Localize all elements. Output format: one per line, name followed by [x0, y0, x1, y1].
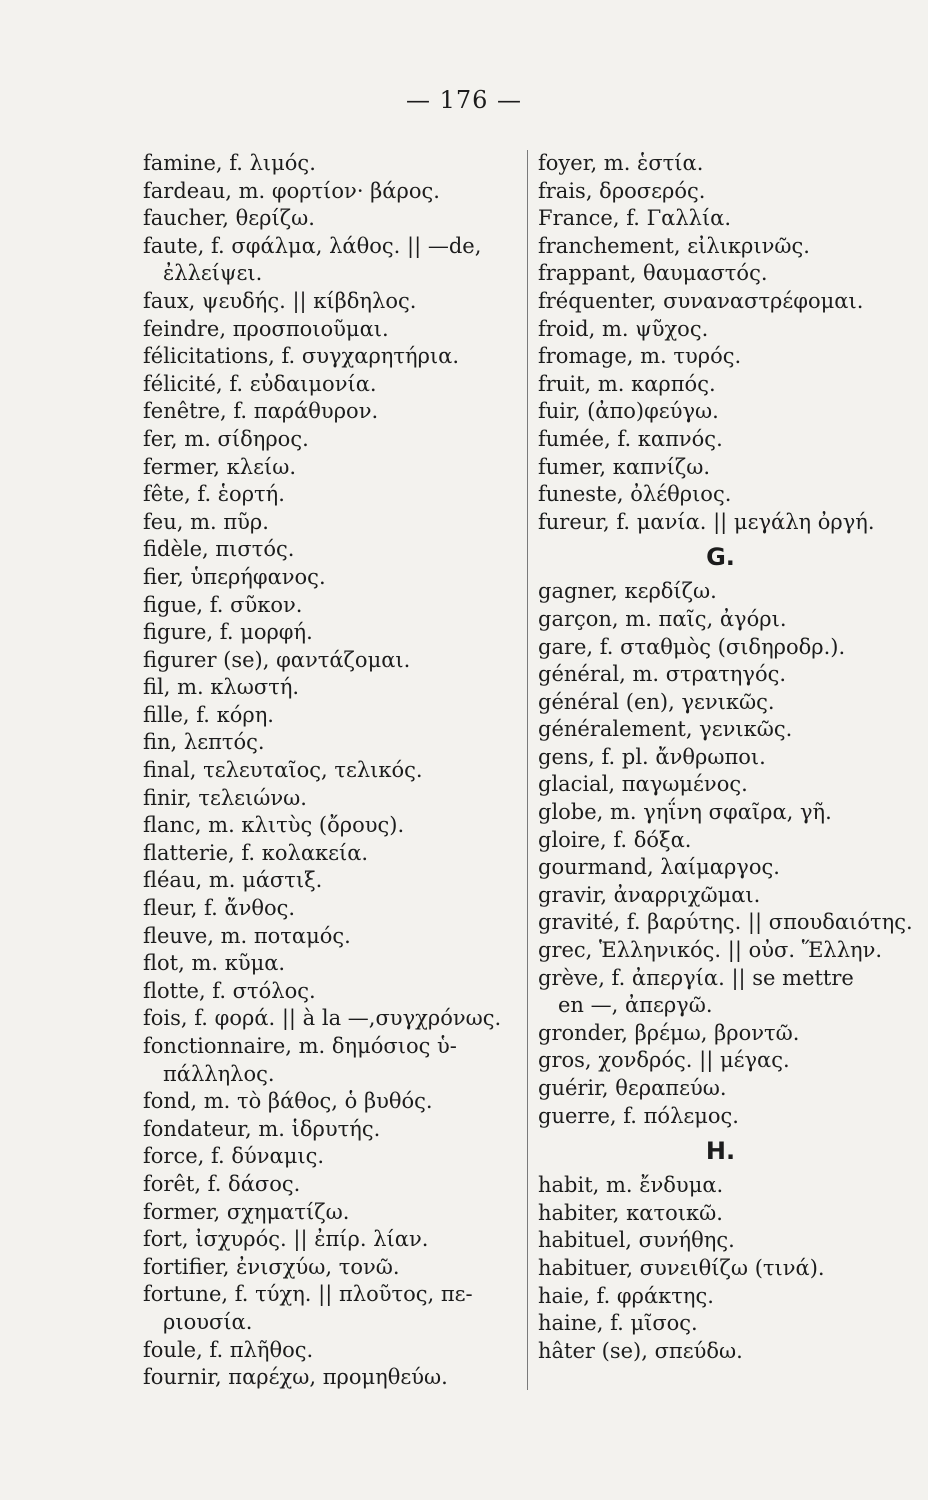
dictionary-entry	[538, 1227, 903, 1255]
column-divider	[527, 150, 528, 1390]
entry-line: frappant, θαυμαστός.	[538, 261, 768, 286]
entry-line: habit, m. ἔνδυμα.	[538, 1173, 724, 1198]
dictionary-entry	[538, 578, 903, 606]
dictionary-entry	[143, 785, 513, 813]
entry-line: fumée, f. καπνός.	[538, 426, 723, 451]
entry-line: flanc, m. κλιτὺς (ὄρους).	[143, 813, 405, 838]
dictionary-entry	[143, 371, 513, 399]
entry-continuation-line: en —, ἀπεργῶ.	[558, 993, 713, 1018]
dictionary-entry	[538, 178, 903, 206]
dictionary-entry	[143, 923, 513, 951]
dictionary-entry	[143, 1226, 513, 1254]
left-column	[143, 150, 513, 1392]
dictionary-entry	[143, 1033, 513, 1088]
entry-line: guerre, f. πόλεμος.	[538, 1103, 739, 1128]
dictionary-entry	[538, 426, 903, 454]
entry-line: final, τελευταῖος, τελικός.	[143, 758, 423, 783]
dictionary-entry	[143, 1337, 513, 1365]
entry-continuation-line: ἐλλείψει.	[163, 261, 263, 286]
dictionary-entry	[143, 288, 513, 316]
dictionary-entry	[143, 702, 513, 730]
entry-line: force, f. δύναμις.	[143, 1144, 325, 1169]
dictionary-entry	[538, 343, 903, 371]
dictionary-entry	[538, 1200, 903, 1228]
dictionary-entry	[538, 827, 903, 855]
dictionary-entry	[143, 1364, 513, 1392]
dictionary-entry	[538, 233, 903, 261]
entry-line: gravir, ἀναρριχῶμαι.	[538, 882, 761, 907]
entry-line: figure, f. μορφή.	[143, 620, 313, 645]
entry-line: faute, f. σφάλμα, λάθος. || —de,	[143, 233, 482, 258]
entry-line: flotte, f. στόλος.	[143, 978, 316, 1003]
entry-line: fond, m. τὸ βάθος, ὁ βυθός.	[143, 1089, 433, 1114]
dictionary-entry	[538, 689, 903, 717]
entry-line: guérir, θεραπεύω.	[538, 1076, 727, 1100]
dictionary-entry	[538, 854, 903, 882]
dictionary-entry	[143, 205, 513, 233]
entry-line: fille, f. κόρη.	[143, 702, 274, 727]
entry-line: haie, f. φράκτης.	[538, 1283, 714, 1308]
entry-line: fortifier, ἐνισχύω, τονῶ.	[143, 1254, 400, 1279]
entry-line: garçon, m. παῖς, ἀγόρι.	[538, 606, 787, 631]
dictionary-entry	[538, 260, 903, 288]
entry-continuation-line: πάλληλος.	[163, 1061, 275, 1086]
entry-line: fer, m. σίδηρος.	[143, 426, 309, 451]
entry-line: fois, f. φορά. || à la —,συγχρόνως.	[143, 1006, 502, 1031]
dictionary-entry	[538, 288, 903, 316]
entry-line: gronder, βρέμω, βροντῶ.	[538, 1020, 800, 1045]
dictionary-entry	[538, 371, 903, 399]
entry-line: foule, f. πλῆθος.	[143, 1337, 314, 1362]
entry-line: fortune, f. τύχη. || πλοῦτος, πε-	[143, 1282, 473, 1307]
entry-line: fumer, καπνίζω.	[538, 454, 711, 479]
entry-line: fier, ὑπερήφανος.	[143, 564, 326, 589]
entry-line: félicitations, f. συγχαρητήρια.	[143, 344, 460, 369]
entry-line: fréquenter, συναναστρέφομαι.	[538, 288, 864, 313]
entry-line: fleur, f. ἄνθος.	[143, 896, 296, 921]
entry-line: fidèle, πιστός.	[143, 537, 295, 562]
dictionary-entry	[143, 647, 513, 675]
dictionary-entry	[143, 592, 513, 620]
page-number: — 176 —	[405, 86, 523, 114]
dictionary-entry	[143, 1199, 513, 1227]
dictionary-entry	[143, 867, 513, 895]
entry-line: gagner, κερδίζω.	[538, 579, 717, 604]
entry-line: habituer, συνειθίζω (τινά).	[538, 1255, 825, 1280]
entry-line: gros, χονδρός. || μέγας.	[538, 1048, 790, 1073]
entry-line: félicité, f. εὐδαιμονία.	[143, 371, 377, 396]
entry-line: foyer, m. ἑστία.	[538, 151, 704, 175]
dictionary-entry	[143, 1281, 513, 1336]
dictionary-entry	[538, 1075, 903, 1103]
dictionary-entry	[538, 606, 903, 634]
dictionary-entry	[143, 398, 513, 426]
dictionary-entry	[143, 1088, 513, 1116]
entry-line: général, m. στρατηγός.	[538, 662, 787, 687]
dictionary-entry	[538, 1047, 903, 1075]
dictionary-entry	[538, 509, 903, 537]
entry-line: flot, m. κῦμα.	[143, 951, 286, 976]
letter-heading: G.	[706, 543, 735, 572]
dictionary-entry	[143, 178, 513, 206]
dictionary-entry	[538, 1172, 903, 1200]
entry-line: fermer, κλείω.	[143, 454, 297, 479]
dictionary-entry	[143, 1005, 513, 1033]
dictionary-entry	[538, 965, 903, 1020]
dictionary-entry	[143, 536, 513, 564]
entry-line: grec, Ἑλληνικός. || οὐσ. Ἕλλην.	[538, 938, 883, 963]
entry-line: fête, f. ἑορτή.	[143, 482, 285, 507]
entry-line: France, f. Γαλλία.	[538, 206, 732, 231]
entry-line: habituel, συνήθης.	[538, 1228, 735, 1253]
letter-heading: H.	[705, 1137, 736, 1166]
entry-line: gravité, f. βαρύτης. || σπουδαιότης.	[538, 910, 913, 935]
entry-line: fenêtre, f. παράθυρον.	[143, 399, 379, 424]
dictionary-entry	[538, 150, 903, 178]
dictionary-entry	[538, 909, 913, 937]
dictionary-entry	[143, 1143, 513, 1171]
entry-line: généralement, γενικῶς.	[538, 717, 793, 742]
entry-line: feu, m. πῦρ.	[143, 509, 269, 534]
right-column	[538, 150, 913, 1365]
entry-line: former, σχηματίζω.	[143, 1199, 350, 1224]
entry-line: funeste, ὀλέθριος.	[538, 482, 732, 507]
dictionary-entry	[143, 233, 513, 288]
dictionary-entry	[538, 1310, 903, 1338]
entry-line: habiter, κατοικῶ.	[538, 1200, 723, 1225]
dictionary-entry	[538, 1020, 903, 1048]
dictionary-entry	[538, 481, 903, 509]
dictionary-entry	[538, 882, 903, 910]
entry-line: gare, f. σταθμὸς (σιδηροδρ.).	[538, 634, 846, 659]
entry-line: grève, f. ἀπεργία. || se mettre	[538, 965, 854, 990]
entry-line: globe, m. γηΐνη σφαῖρα, γῆ.	[538, 800, 832, 825]
entry-line: fonctionnaire, m. δημόσιος ὑ-	[143, 1034, 457, 1058]
entry-line: famine, f. λιμός.	[143, 151, 316, 175]
dictionary-entry	[538, 799, 903, 827]
entry-line: feindre, προσποιοῦμαι.	[143, 316, 389, 341]
dictionary-entry	[143, 316, 513, 344]
entry-line: fléau, m. μάστιξ.	[143, 868, 323, 893]
entry-line: général (en), γενικῶς.	[538, 689, 775, 714]
entry-line: figurer (se), φαντάζομαι.	[143, 647, 411, 672]
dictionary-entry	[538, 1103, 903, 1131]
dictionary-entry	[538, 454, 903, 482]
dictionary-entry	[143, 481, 513, 509]
entry-line: glacial, παγωμένος.	[538, 772, 748, 797]
dictionary-entry	[143, 978, 513, 1006]
dictionary-entry	[538, 771, 903, 799]
dictionary-entry	[143, 1171, 513, 1199]
dictionary-entry	[143, 343, 513, 371]
dictionary-entry	[143, 895, 513, 923]
entry-line: fardeau, m. φορτίον· βάρος.	[143, 178, 440, 203]
entry-line: faux, ψευδής. || κίβδηλος.	[143, 288, 417, 313]
dictionary-entry	[143, 150, 513, 178]
entry-line: fournir, παρέχω, προμηθεύω.	[143, 1365, 448, 1390]
entry-line: gourmand, λαίμαργος.	[538, 855, 780, 880]
dictionary-entry	[538, 661, 903, 689]
entry-line: forêt, f. δάσος.	[143, 1171, 301, 1196]
dictionary-entry	[538, 205, 903, 233]
dictionary-entry	[143, 757, 513, 785]
dictionary-entry	[538, 937, 903, 965]
dictionary-entry	[143, 674, 513, 702]
entry-line: fin, λεπτός.	[143, 730, 265, 755]
entry-line: finir, τελειώνω.	[143, 785, 307, 810]
dictionary-entry	[538, 1338, 903, 1366]
dictionary-entry	[143, 840, 513, 868]
dictionary-entry	[143, 1254, 513, 1282]
dictionary-entry	[143, 564, 513, 592]
dictionary-entry	[538, 1283, 903, 1311]
dictionary-entry	[538, 398, 903, 426]
entry-line: fleuve, m. ποταμός.	[143, 923, 351, 948]
entry-continuation-line: ριουσία.	[163, 1309, 253, 1334]
dictionary-entry	[538, 634, 903, 662]
entry-line: flatterie, f. κολακεία.	[143, 840, 369, 865]
entry-line: haine, f. μῖσος.	[538, 1311, 698, 1336]
entry-line: froid, m. ψῦχος.	[538, 316, 709, 341]
dictionary-entry	[538, 744, 903, 772]
entry-line: fondateur, m. ἱδρυτής.	[143, 1116, 381, 1141]
entry-line: fruit, m. καρπός.	[538, 371, 716, 396]
entry-line: faucher, θερίζω.	[143, 206, 315, 231]
entry-line: figue, f. σῦκον.	[143, 592, 303, 617]
entry-line: fuir, (ἀπο)φεύγω.	[538, 399, 719, 424]
dictionary-entry	[538, 716, 903, 744]
entry-line: fureur, f. μανία. || μεγάλη ὀργή.	[538, 509, 875, 534]
dictionary-entry	[143, 950, 513, 978]
entry-line: franchement, εἰλικρινῶς.	[538, 233, 810, 258]
dictionary-entry	[143, 619, 513, 647]
dictionary-entry	[143, 509, 513, 537]
dictionary-entry	[538, 1255, 903, 1283]
dictionary-entry	[143, 426, 513, 454]
dictionary-entry	[143, 1116, 513, 1144]
dictionary-entry	[143, 454, 513, 482]
entry-line: frais, δροσερός.	[538, 178, 706, 203]
dictionary-entry	[538, 316, 903, 344]
entry-line: fromage, m. τυρός.	[538, 344, 742, 369]
entry-line: gloire, f. δόξα.	[538, 827, 692, 852]
entry-line: fort, ἰσχυρός. || ἐπίρ. λίαν.	[143, 1227, 429, 1252]
dictionary-entry	[143, 729, 513, 757]
entry-line: fil, m. κλωστή.	[143, 675, 300, 700]
entry-line: gens, f. pl. ἄνθρωποι.	[538, 744, 766, 769]
entry-line: hâter (se), σπεύδω.	[538, 1338, 743, 1363]
dictionary-entry	[143, 812, 513, 840]
